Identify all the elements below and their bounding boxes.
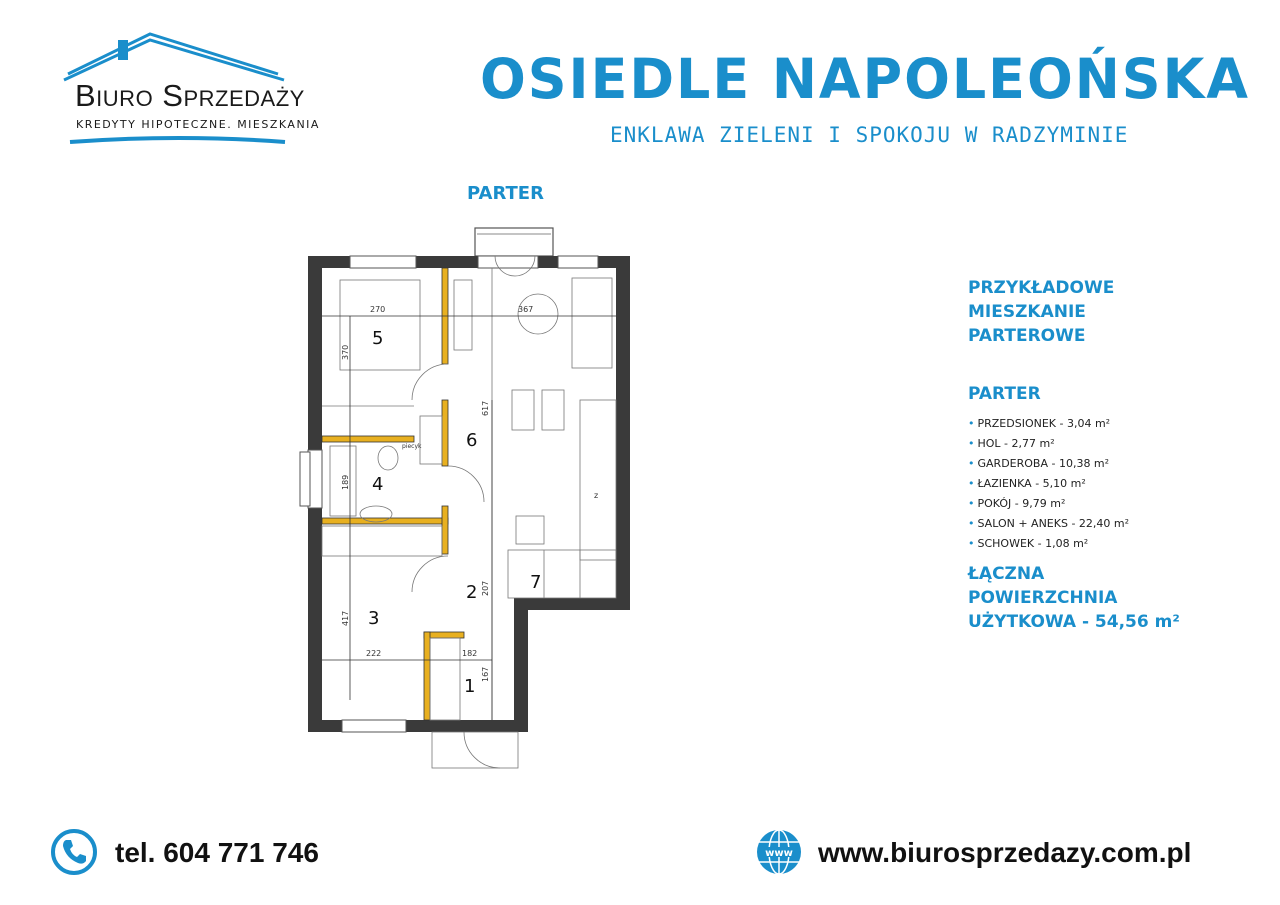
list-item: • ŁAZIENKA - 5,10 m² — [968, 477, 1086, 490]
list-item: • SALON + ANEKS - 22,40 m² — [968, 517, 1130, 530]
website-link[interactable]: www.biurosprzedazy.com.pl — [818, 837, 1192, 868]
phone-icon[interactable] — [50, 828, 98, 876]
label-fridge: z — [594, 491, 599, 500]
room-list — [968, 414, 1258, 554]
room-5: 5 — [372, 328, 384, 349]
dim-167: 167 — [481, 666, 490, 682]
floor-plan — [290, 220, 650, 780]
list-item: • SCHOWEK - 1,08 m² — [968, 537, 1089, 550]
room-2: 2 — [466, 582, 478, 603]
brand-tagline: KREDYTY HIPOTECZNE. MIESZKANIA — [76, 118, 320, 131]
list-item: • POKÓJ - 9,79 m² — [968, 497, 1066, 510]
room-1: 1 — [464, 676, 476, 697]
room-4: 4 — [372, 474, 384, 495]
room-7: 7 — [530, 572, 542, 593]
dim-370: 370 — [341, 344, 350, 360]
total-area: ŁĄCZNA POWIERZCHNIA UŻYTKOWA - 54,56 m² — [968, 564, 1180, 632]
dim-207: 207 — [481, 580, 490, 596]
dim-182: 182 — [462, 649, 478, 658]
apartment-summary — [968, 276, 1258, 634]
dim-617: 617 — [481, 400, 490, 416]
globe-icon[interactable] — [755, 828, 803, 876]
level-label: PARTER — [467, 183, 544, 204]
summary-title: PRZYKŁADOWE MIESZKANIE PARTEROWE — [968, 278, 1115, 346]
dim-189: 189 — [341, 474, 350, 490]
dim-417: 417 — [341, 610, 350, 626]
phone-number[interactable]: tel. 604 771 746 — [115, 837, 319, 868]
page-subtitle: ENKLAWA ZIELENI I SPOKOJU W RADZYMINIE — [610, 123, 1129, 147]
www-icon-label: www — [765, 848, 793, 859]
label-piecyk: piecyk — [402, 443, 422, 450]
list-item: • GARDEROBA - 10,38 m² — [968, 457, 1110, 470]
page-title: OSIEDLE NAPOLEOŃSKA — [480, 47, 1250, 111]
dim-367: 367 — [518, 305, 534, 314]
summary-level: PARTER — [968, 384, 1041, 404]
house-roof-icon — [64, 34, 284, 80]
brand-name: Biuro Sprzedaży — [75, 78, 305, 113]
dim-222: 222 — [366, 649, 382, 658]
list-item: • HOL - 2,77 m² — [968, 437, 1055, 450]
dim-270: 270 — [370, 305, 386, 314]
room-3: 3 — [368, 608, 380, 629]
room-6: 6 — [466, 430, 478, 451]
list-item: • PRZEDSIONEK - 3,04 m² — [968, 417, 1111, 430]
